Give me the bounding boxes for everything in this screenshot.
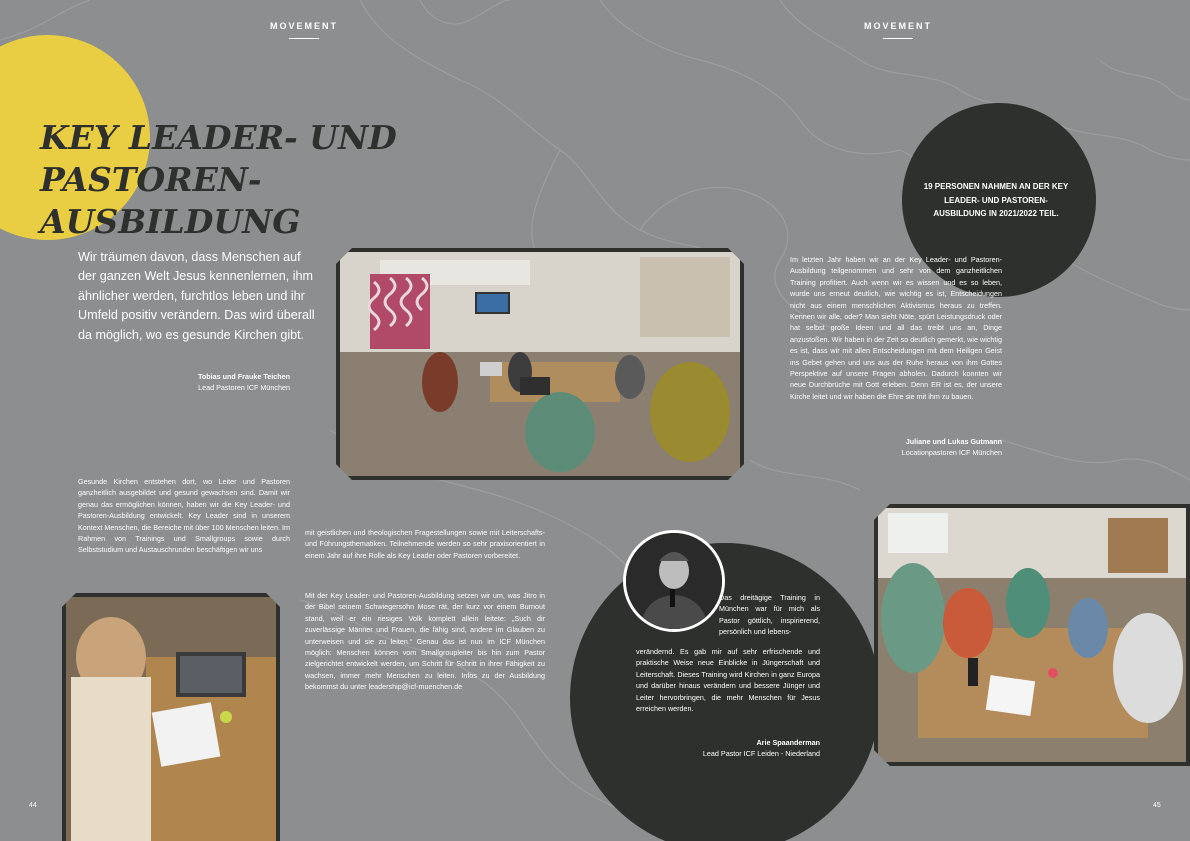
page-title — [40, 117, 510, 243]
intro-quote-role: Lead Pastoren ICF München — [198, 383, 290, 392]
title-line-2: PASTOREN-AUSBILDUNG — [40, 160, 301, 241]
portrait-illustration — [626, 533, 722, 629]
portrait-photo — [623, 530, 725, 632]
stat-text: 19 PERSONEN NAHMEN AN DER KEY LEADER- UND PASTOREN-AUSBILDUNG IN 2021/2022 TEIL. — [923, 182, 1069, 218]
body-paragraph-1: Gesunde Kirchen entstehen dort, wo Leiter und Pastoren ganzheitlich ausgebildet und gesund gewachsen sind. Damit wir genau das ermöglichen können, haben wir die Key Leader- und Pastoren-Ausbildung entwickelt. Key Leader sind in unserem Kontext Menschen, die Bereiche mit über 100 Menschen leiten. Im Rahmen von Trainings und Smallgroups sowie durch Selbststudium und Austauschrunden beschäftigen wir uns — [78, 477, 290, 555]
training-room-photo — [336, 248, 744, 480]
section-label-left: MOVEMENT — [270, 21, 338, 39]
section-label-right: MOVEMENT — [864, 21, 932, 39]
participant-illustration — [66, 597, 276, 841]
testimonial-right-text: Im letzten Jahr haben wir an der Key Leader- und Pastoren-Ausbildung teilgenommen und sehr von dem ganzheitlichen Training profitiert. Auch wenn wir es wissen und es so leben, wurde uns erneut deutlich, wie wichtig es ist, Entscheidungen nicht aus einem menschlichen Aktivismus heraus zu treffen. Kennen wir alle, oder? Man sieht Nöte, spürt Leistungsdruck oder hat selbst große Ideen und all das treibt uns an, Dinge anzustoßen. Wir haben in der Zeit so deutlich gemerkt, wie wichtig es ist, dass wir mit allen Entscheidungen mit dem Heiligen Geist ins Gebet gehen und uns aus der Ruhe heraus von ihm Gottes Perspektive auf unsere Fragen abholen. Dadurch konnten wir neue Durchbrüche mit Gott erleben. Denn ER ist es, der unsere Kirche leitet und wir haben die Ehre sie mit ihm zu bauen. — [790, 255, 1002, 401]
participant-writing-photo — [62, 593, 280, 841]
testimonial-circle-attribution — [670, 737, 820, 759]
group-discussion-photo — [874, 504, 1190, 766]
page-number-left: 44 — [29, 802, 37, 809]
body-paragraph-2: Mit der Key Leader- und Pastoren-Ausbildung setzen wir um, was Jitro in der Bibel seinem Schwiegersohn Mose rät, der kurz vor einem Burnout stand, weil er ein riesiges Volk komplett allein leitete: „Such dir zuverlässige Männer und Frauen, die fähig sind, andere im Glauben zu unterweisen und sie zu leiten.“ Genau das ist nun im ICF München möglich: Menschen können vom Smallgroupleiter bis hin zum Pastor zielgerichtet entwickelt werden, um Schritt für Schritt in ihrer Fähigkeit zu wachsen, immer mehr Menschen zu leiten. Infos zu der Ausbildung bekommst du unter leadership@icf-muenchen.de — [305, 591, 545, 692]
testimonial-right-attribution — [860, 436, 1002, 458]
page-number-right: 45 — [1153, 802, 1161, 809]
testimonial-circle-role: Lead Pastor ICF Leiden - Niederland — [702, 749, 820, 758]
intro-quote: Wir träumen davon, dass Menschen auf der ganzen Welt Jesus kennenlernen, ihm ähnlicher werden, furchtlos leben und ihr Umfeld positiv verändern. Das wird überall da möglich, wo es gesunde Kirchen gibt. — [78, 250, 315, 342]
testimonial-circle-text-part2: verändernd. Es gab mir auf sehr erfrischende und praktische Weise neue Einblicke in Jüngerschaft und Leiterschaft. Dieses Training wird Kirchen in ganz Europa und darüber hinaus verändern und bessere Jünger und Leiter hervorbringen, die mehr Menschen für Jesus erreichen werden. — [636, 647, 820, 714]
testimonial-circle-text-part1: Das dreitägige Training in München war für mich als Pastor göttlich, inspirierend, persönlich und lebens- — [719, 593, 820, 637]
group-discussion-illustration — [878, 508, 1186, 762]
intro-quote-author: Tobias und Frauke Teichen — [198, 372, 290, 381]
testimonial-circle-author: Arie Spaanderman — [756, 738, 820, 747]
body-paragraph-1-continued: mit geistlichen und theologischen Fragestellungen sowie mit Leiterschafts- und Führungsthematiken. Teilnehmende werden so sehr praxisorientiert in einem Jahr auf ihre Rolle als Key Leader oder Pastoren vorbereitet. — [305, 528, 545, 560]
title-line-1: KEY LEADER- UND — [40, 118, 397, 157]
training-room-illustration — [340, 252, 740, 476]
testimonial-right-role: Locationpastoren ICF München — [901, 448, 1002, 457]
intro-quote-attribution — [150, 371, 290, 393]
testimonial-right-author: Juliane und Lukas Gutmann — [905, 437, 1002, 446]
